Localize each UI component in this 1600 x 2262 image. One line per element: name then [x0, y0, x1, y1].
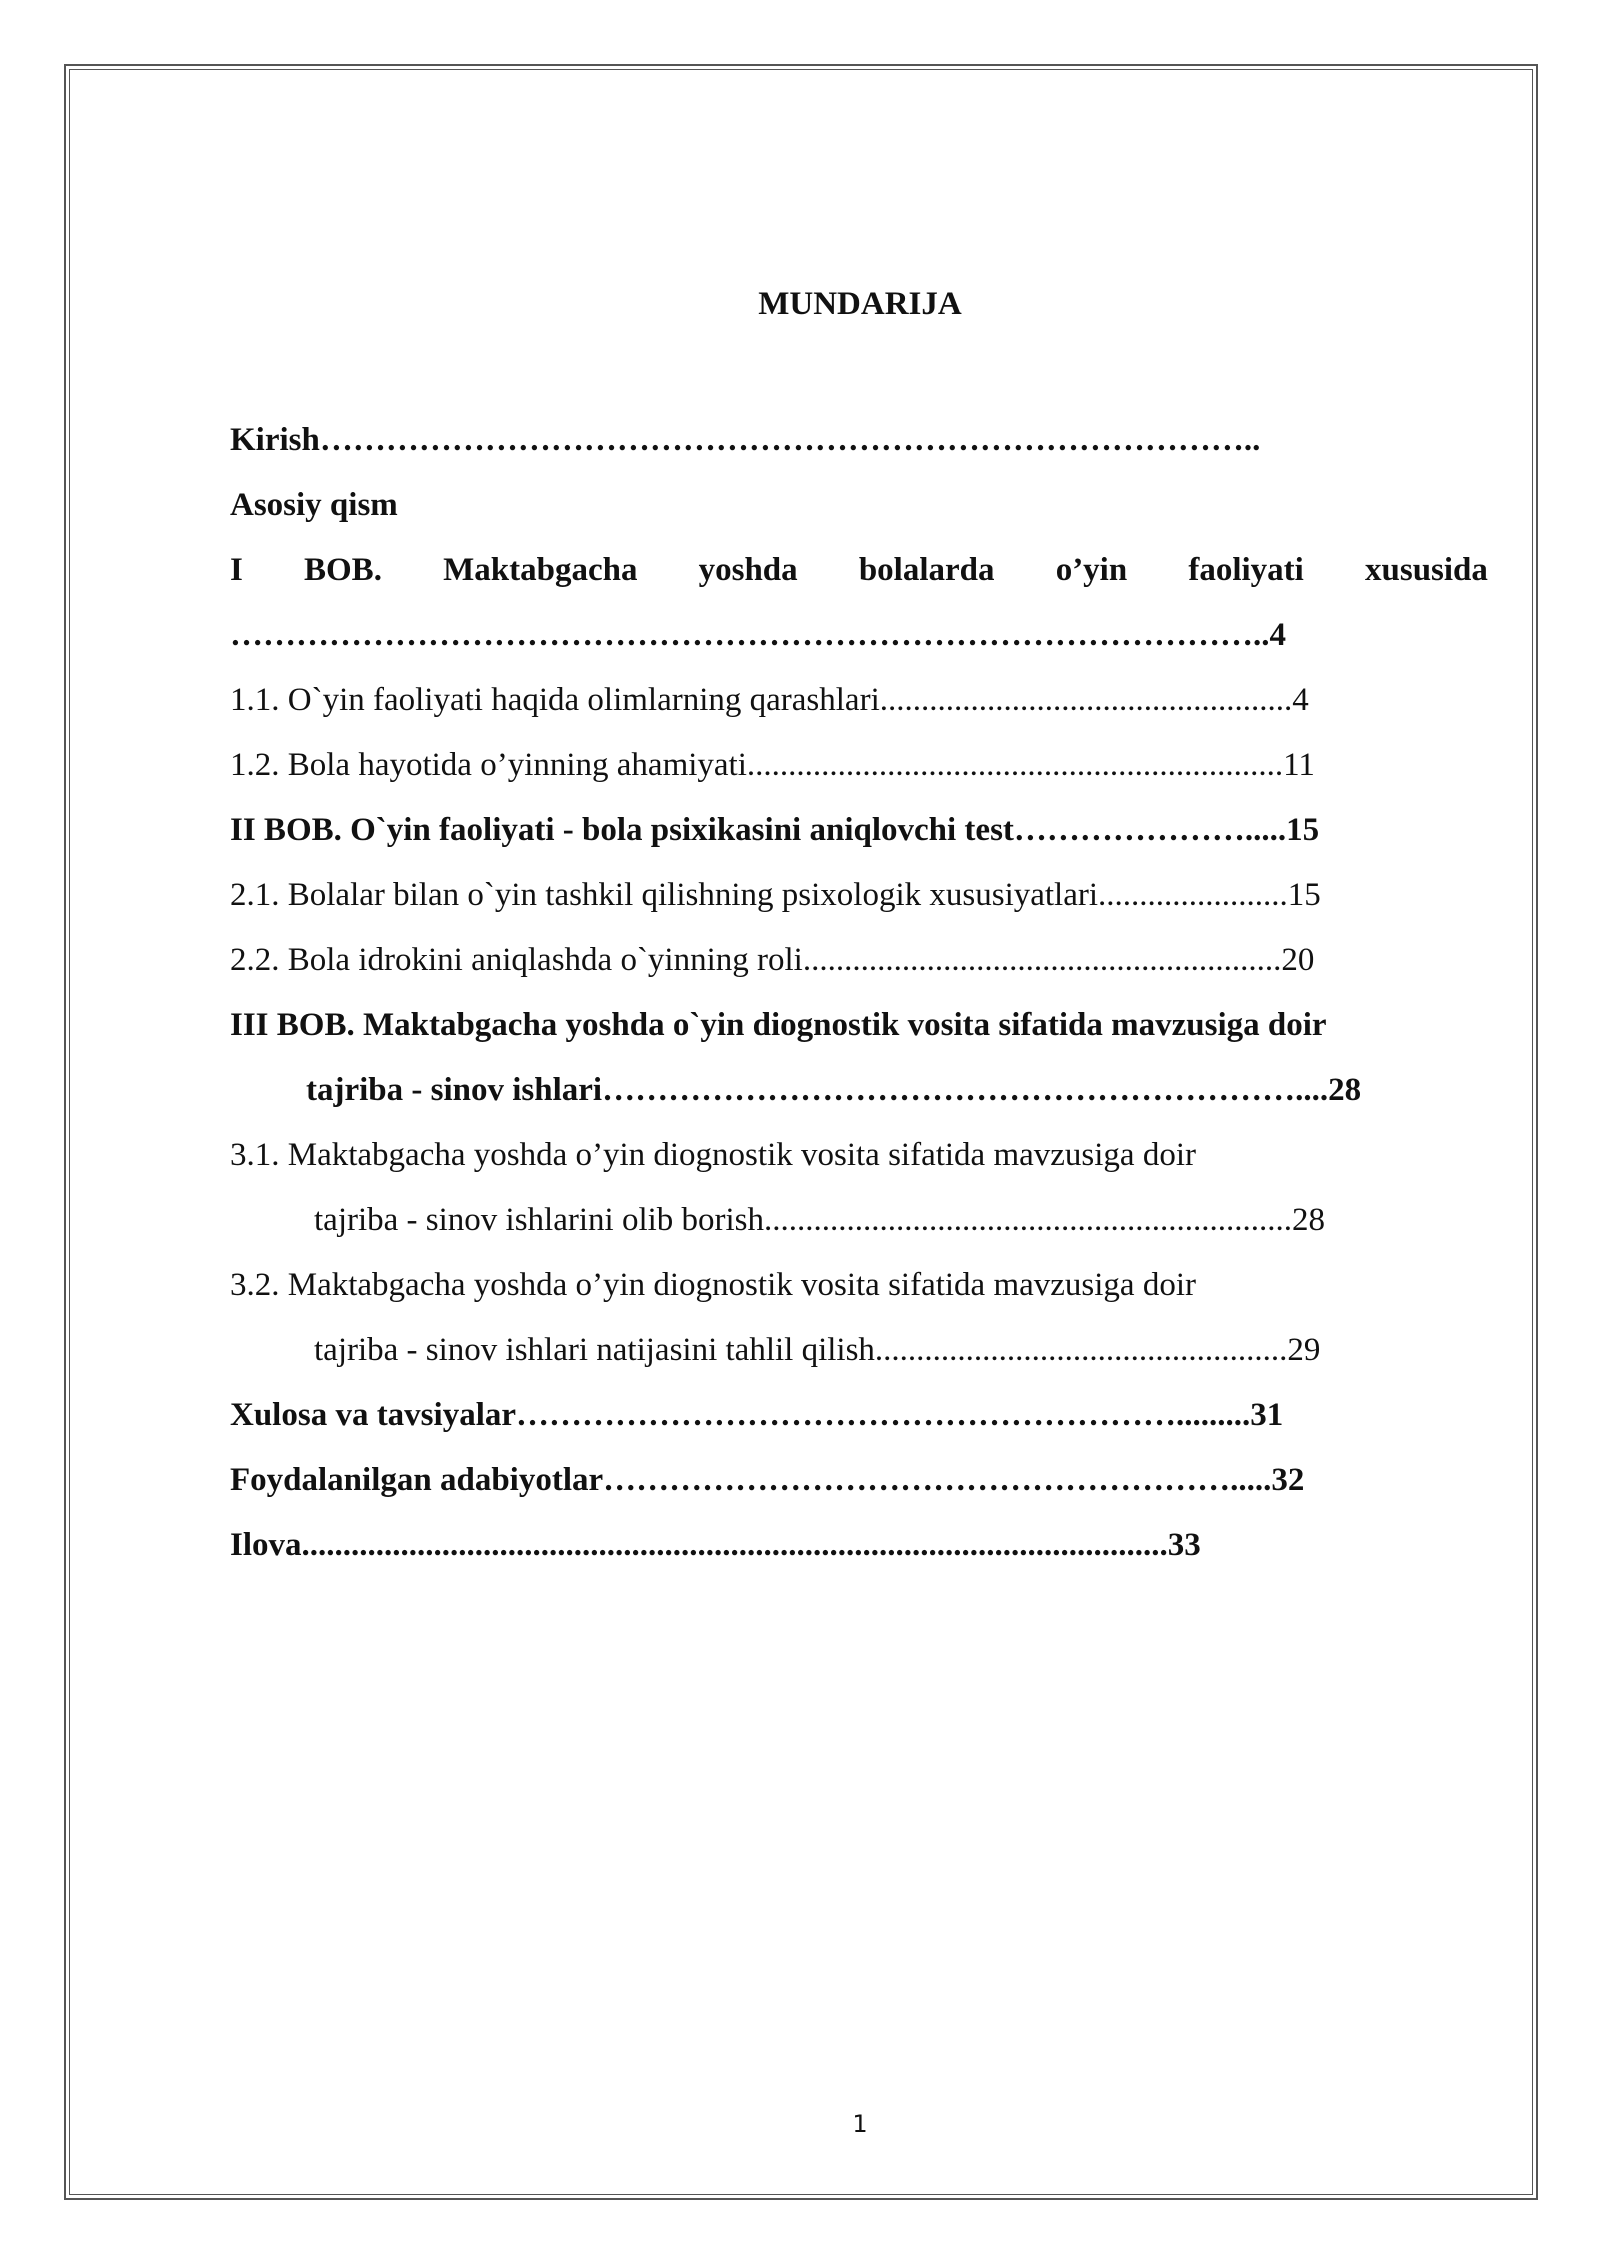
toc-entry-bob-2[interactable]: II BOB. O`yin faoliyati - bola psixikasini aniqlovchi test………………….....15 [230, 812, 1320, 848]
toc-entry-ilova[interactable]: Ilova.........................................................................................................33 [230, 1527, 1201, 1563]
toc-word: I [230, 552, 243, 588]
toc-entry-1-1[interactable]: 1.1. O`yin faoliyati haqida olimlarning qarashlari..................................................4 [230, 682, 1309, 718]
toc-entry-2-2[interactable]: 2.2. Bola idrokini aniqlashda o`yinning roli..........................................................20 [230, 942, 1315, 978]
toc-entry-xulosa[interactable]: Xulosa va tavsiyalar…………………………………………………….........31 [230, 1397, 1284, 1433]
toc-entry-3-1[interactable]: 3.1. Maktabgacha yoshda o’yin diognostik vosita sifatida mavzusiga doir [230, 1137, 1196, 1173]
toc-word: bolalarda [858, 552, 995, 588]
toc-entry-kirish[interactable]: Kirish………………………………………………………………………….. [230, 422, 1261, 458]
table-of-contents [230, 408, 1490, 1578]
page-number: 1 [852, 2110, 868, 2138]
toc-entry-asosiy-qism[interactable]: Asosiy qism [230, 487, 398, 523]
toc-entry-bob-1-dots[interactable]: …………………………………………………………………………………..4 [230, 617, 1286, 653]
toc-entry-2-1[interactable]: 2.1. Bolalar bilan o`yin tashkil qilishning psixologik xususiyatlari.......................15 [230, 877, 1321, 913]
toc-entry-bob-3-cont[interactable]: tajriba - sinov ishlari………………………………………………………....28 [306, 1072, 1362, 1108]
toc-entry-bob-1[interactable] [230, 538, 1488, 603]
toc-entry-1-2[interactable]: 1.2. Bola hayotida o’yinning ahamiyati.................................................................11 [230, 747, 1315, 783]
toc-word: BOB. [304, 552, 382, 588]
toc-entry-bob-3[interactable]: III BOB. Maktabgacha yoshda o`yin diognostik vosita sifatida mavzusiga doir [230, 1007, 1327, 1043]
toc-word: Maktabgacha [443, 552, 638, 588]
toc-entry-3-2[interactable]: 3.2. Maktabgacha yoshda o’yin diognostik vosita sifatida mavzusiga doir [230, 1267, 1196, 1303]
toc-word: o’yin [1055, 552, 1128, 588]
toc-word: faoliyati [1188, 552, 1304, 588]
toc-word: yoshda [698, 552, 798, 588]
toc-entry-3-1-cont[interactable]: tajriba - sinov ishlarini olib borish................................................................28 [314, 1202, 1326, 1238]
page-title: MUNDARIJA [758, 286, 962, 322]
toc-word: xususida [1365, 552, 1488, 588]
toc-entry-foydalanilgan[interactable]: Foydalanilgan adabiyotlar………………………………………………….....32 [230, 1462, 1305, 1498]
toc-entry-3-2-cont[interactable]: tajriba - sinov ishlari natijasini tahlil qilish..................................................29 [314, 1332, 1321, 1368]
